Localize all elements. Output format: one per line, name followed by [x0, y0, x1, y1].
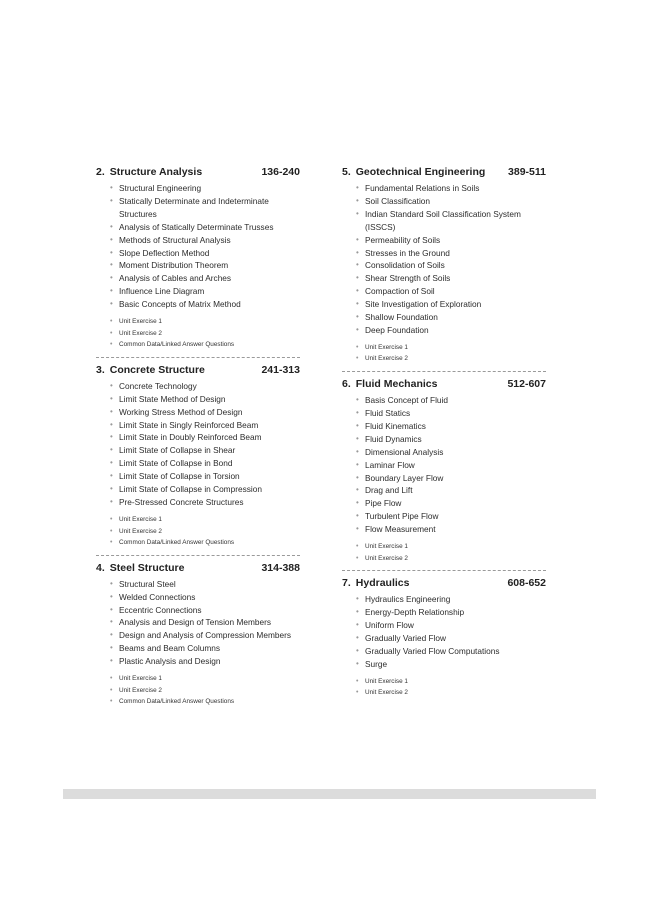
- bullet-icon: •: [356, 286, 359, 296]
- bullet-icon: •: [110, 643, 113, 653]
- bullet-icon: •: [110, 329, 113, 337]
- topic-item: • Limit State of Collapse in Shear: [110, 445, 236, 456]
- exercise-item: • Unit Exercise 1: [110, 514, 300, 526]
- bullet-icon: •: [110, 183, 113, 192]
- bullet-icon: •: [110, 656, 113, 666]
- exercise-item: • Unit Exercise 2: [356, 687, 546, 699]
- bullet-icon: •: [110, 591, 113, 601]
- chapter-pages: 314-388: [261, 561, 300, 574]
- topic-item: • Drag and Lift: [356, 485, 413, 496]
- bullet-icon: •: [356, 234, 359, 244]
- bullet-icon: •: [110, 698, 113, 706]
- bullet-icon: •: [356, 355, 359, 363]
- topic-item: • Structural Engineering: [110, 183, 202, 193]
- exercise-list: [96, 673, 300, 708]
- topic-item: • Surge: [356, 658, 388, 669]
- exercise-item: • Unit Exercise 2: [110, 526, 300, 538]
- topic-item: • Consolidation of Soils: [356, 260, 445, 271]
- topic-list: [96, 182, 300, 311]
- exercise-list: [96, 514, 300, 549]
- exercise-item: • Common Data/Linked Answer Questions: [110, 339, 300, 351]
- section-divider: [342, 371, 546, 372]
- topic-item: • Uniform Flow: [356, 620, 414, 631]
- bullet-icon: •: [356, 511, 359, 521]
- bullet-icon: •: [356, 645, 359, 655]
- bullet-icon: •: [110, 686, 113, 694]
- topic-item: • Gradually Varied Flow: [356, 632, 447, 643]
- exercise-item: • Unit Exercise 1: [110, 316, 300, 328]
- bullet-icon: •: [356, 407, 359, 417]
- bullet-icon: •: [356, 343, 359, 351]
- exercise-item: • Common Data/Linked Answer Questions: [110, 537, 300, 549]
- topic-item: • Permeability of Soils: [356, 234, 441, 245]
- bullet-icon: •: [110, 273, 113, 283]
- topic-item: • Basic Concepts of Matrix Method: [110, 299, 241, 310]
- topic-item: • Limit State of Collapse in Bond: [110, 458, 233, 469]
- topic-item: • Boundary Layer Flow: [356, 472, 444, 483]
- bullet-icon: •: [110, 578, 113, 588]
- exercise-list: [342, 676, 546, 699]
- bullet-icon: •: [356, 312, 359, 322]
- chapter-number: 6.: [342, 378, 351, 391]
- topic-item: • Shallow Foundation: [356, 312, 438, 323]
- exercise-item: • Unit Exercise 2: [110, 685, 300, 697]
- exercise-list: [96, 316, 300, 351]
- bullet-icon: •: [110, 380, 113, 390]
- chapter-heading: [342, 378, 546, 392]
- topic-item: • Gradually Varied Flow Computations: [356, 645, 500, 656]
- topic-item: • Basis Concept of Fluid: [356, 395, 449, 406]
- topic-item: • Limit State of Collapse in Torsion: [110, 471, 240, 482]
- exercise-item: • Unit Exercise 2: [356, 353, 546, 365]
- bullet-icon: •: [110, 260, 113, 270]
- bullet-icon: •: [356, 607, 359, 617]
- topic-item: • Stresses in the Ground: [356, 247, 450, 258]
- topic-item: • Site Investigation of Exploration: [356, 299, 482, 310]
- bullet-icon: •: [110, 484, 113, 494]
- topic-item: • Plastic Analysis and Design: [110, 656, 221, 667]
- bullet-icon: •: [110, 299, 113, 309]
- bullet-icon: •: [110, 515, 113, 523]
- chapter-number: 4.: [96, 561, 105, 574]
- bullet-icon: •: [356, 498, 359, 508]
- exercise-item: • Unit Exercise 2: [110, 328, 300, 340]
- bullet-icon: •: [356, 658, 359, 668]
- bullet-icon: •: [356, 195, 359, 205]
- topic-item: • Statically Determinate and Indeterminate Structures: [110, 195, 269, 219]
- bullet-icon: •: [110, 675, 113, 683]
- topic-list: [96, 578, 300, 668]
- topic-item: • Slope Deflection Method: [110, 247, 210, 258]
- chapter-heading: [96, 562, 300, 576]
- bullet-icon: •: [110, 318, 113, 326]
- bullet-icon: •: [110, 341, 113, 349]
- bullet-icon: •: [110, 539, 113, 547]
- bullet-icon: •: [356, 524, 359, 534]
- footer-bar: [63, 789, 596, 799]
- bullet-icon: •: [356, 459, 359, 469]
- topic-item: • Turbulent Pipe Flow: [356, 511, 439, 522]
- bullet-icon: •: [110, 471, 113, 481]
- topic-item: • Beams and Beam Columns: [110, 643, 220, 654]
- topic-item: • Methods of Structural Analysis: [110, 234, 231, 245]
- section-divider: [342, 570, 546, 571]
- chapter-3: [96, 364, 300, 549]
- topic-item: • Hydraulics Engineering: [356, 594, 451, 605]
- exercise-list: [342, 541, 546, 564]
- topic-item: • Laminar Flow: [356, 459, 415, 470]
- bullet-icon: •: [110, 497, 113, 506]
- bullet-icon: •: [110, 286, 113, 296]
- chapter-7: [342, 577, 546, 699]
- exercise-item: • Common Data/Linked Answer Questions: [110, 696, 300, 708]
- topic-item: • Indian Standard Soil Classification System (ISSCS): [356, 208, 521, 232]
- bullet-icon: •: [110, 234, 113, 244]
- exercise-item: • Unit Exercise 2: [356, 553, 546, 565]
- topic-item: • Structural Steel: [110, 578, 176, 589]
- bullet-icon: •: [356, 420, 359, 430]
- chapter-4: [96, 562, 300, 708]
- chapter-title: Geotechnical Engineering: [355, 166, 486, 178]
- bullet-icon: •: [356, 472, 359, 482]
- bullet-icon: •: [110, 195, 113, 205]
- topic-list: [342, 593, 546, 670]
- exercise-item: • Unit Exercise 1: [110, 673, 300, 685]
- bullet-icon: •: [110, 527, 113, 535]
- topic-item: • Pre-Stressed Concrete Structures: [110, 497, 244, 507]
- topic-item: • Limit State in Doubly Reinforced Beam: [110, 432, 262, 443]
- topic-item: • Fluid Statics: [356, 407, 411, 418]
- bullet-icon: •: [356, 485, 359, 495]
- bullet-icon: •: [110, 445, 113, 455]
- topic-item: • Influence Line Diagram: [110, 286, 205, 297]
- topic-list: [342, 394, 546, 536]
- topic-item: • Welded Connections: [110, 591, 196, 602]
- chapter-number: 2.: [96, 166, 105, 178]
- topic-item: • Analysis and Design of Tension Members: [110, 617, 272, 628]
- topic-item: • Limit State in Singly Reinforced Beam: [110, 419, 259, 430]
- topic-item: • Fluid Dynamics: [356, 433, 422, 444]
- topic-item: • Concrete Technology: [110, 380, 197, 391]
- chapter-number: 7.: [342, 577, 351, 590]
- chapter-5: [342, 166, 546, 365]
- bullet-icon: •: [356, 273, 359, 283]
- bullet-icon: •: [110, 247, 113, 257]
- bullet-icon: •: [110, 393, 113, 403]
- chapter-2: [96, 166, 300, 351]
- exercise-item: • Unit Exercise 1: [356, 342, 546, 354]
- exercise-item: • Unit Exercise 1: [356, 541, 546, 553]
- bullet-icon: •: [356, 299, 359, 309]
- chapter-pages: 512-607: [507, 378, 546, 391]
- bullet-icon: •: [110, 221, 113, 231]
- topic-item: • Deep Foundation: [356, 324, 429, 335]
- bullet-icon: •: [356, 183, 359, 192]
- chapter-title: Steel Structure: [109, 561, 185, 574]
- toc-right-column: [342, 166, 546, 705]
- section-divider: [96, 357, 300, 358]
- topic-item: • Flow Measurement: [356, 524, 436, 535]
- bullet-icon: •: [110, 406, 113, 416]
- chapter-title: Concrete Structure: [109, 363, 205, 376]
- topic-list: [342, 182, 546, 337]
- bullet-icon: •: [356, 324, 359, 334]
- bullet-icon: •: [110, 419, 113, 429]
- topic-item: • Fundamental Relations in Soils: [356, 183, 480, 193]
- chapter-number: 5.: [342, 166, 351, 178]
- chapter-pages: 241-313: [261, 363, 300, 376]
- chapter-heading: [96, 166, 300, 180]
- bullet-icon: •: [110, 617, 113, 627]
- chapter-heading: [96, 364, 300, 378]
- bullet-icon: •: [356, 395, 359, 405]
- chapter-title: Hydraulics: [355, 577, 410, 590]
- chapter-6: [342, 378, 546, 564]
- bullet-icon: •: [356, 260, 359, 270]
- bullet-icon: •: [356, 554, 359, 562]
- bullet-icon: •: [356, 689, 359, 697]
- topic-item: • Eccentric Connections: [110, 604, 202, 615]
- bullet-icon: •: [356, 433, 359, 443]
- exercise-item: • Unit Exercise 1: [356, 676, 546, 688]
- topic-item: • Fluid Kinematics: [356, 420, 426, 431]
- bullet-icon: •: [356, 208, 359, 218]
- chapter-pages: 389-511: [508, 166, 546, 178]
- chapter-title: Fluid Mechanics: [355, 378, 438, 391]
- bullet-icon: •: [356, 247, 359, 257]
- chapter-number: 3.: [96, 363, 105, 376]
- bullet-icon: •: [110, 432, 113, 442]
- bullet-icon: •: [356, 543, 359, 551]
- topic-item: • Limit State Method of Design: [110, 393, 226, 404]
- topic-item: • Soil Classification: [356, 195, 431, 206]
- topic-item: • Energy-Depth Relationship: [356, 607, 465, 618]
- bullet-icon: •: [110, 630, 113, 640]
- chapter-title: Structure Analysis: [109, 166, 203, 178]
- bullet-icon: •: [356, 677, 359, 685]
- topic-item: • Shear Strength of Soils: [356, 273, 451, 284]
- topic-item: • Working Stress Method of Design: [110, 406, 243, 417]
- chapter-heading: [342, 577, 546, 591]
- topic-item: • Pipe Flow: [356, 498, 402, 509]
- topic-item: • Design and Analysis of Compression Members: [110, 630, 292, 641]
- bullet-icon: •: [110, 604, 113, 614]
- section-divider: [96, 555, 300, 556]
- topic-list: [96, 380, 300, 509]
- topic-item: • Analysis of Cables and Arches: [110, 273, 232, 284]
- bullet-icon: •: [356, 446, 359, 456]
- topic-item: • Analysis of Statically Determinate Trusses: [110, 221, 274, 232]
- bullet-icon: •: [356, 620, 359, 630]
- bullet-icon: •: [356, 632, 359, 642]
- bullet-icon: •: [356, 594, 359, 604]
- topic-item: • Dimensional Analysis: [356, 446, 444, 457]
- chapter-pages: 608-652: [507, 577, 546, 590]
- chapter-pages: 136-240: [261, 166, 300, 178]
- topic-item: • Limit State of Collapse in Compression: [110, 484, 262, 495]
- chapter-heading: [342, 166, 546, 180]
- topic-item: • Moment Distribution Theorem: [110, 260, 229, 271]
- exercise-list: [342, 342, 546, 365]
- topic-item: • Compaction of Soil: [356, 286, 435, 297]
- bullet-icon: •: [110, 458, 113, 468]
- toc-left-column: [96, 166, 300, 714]
